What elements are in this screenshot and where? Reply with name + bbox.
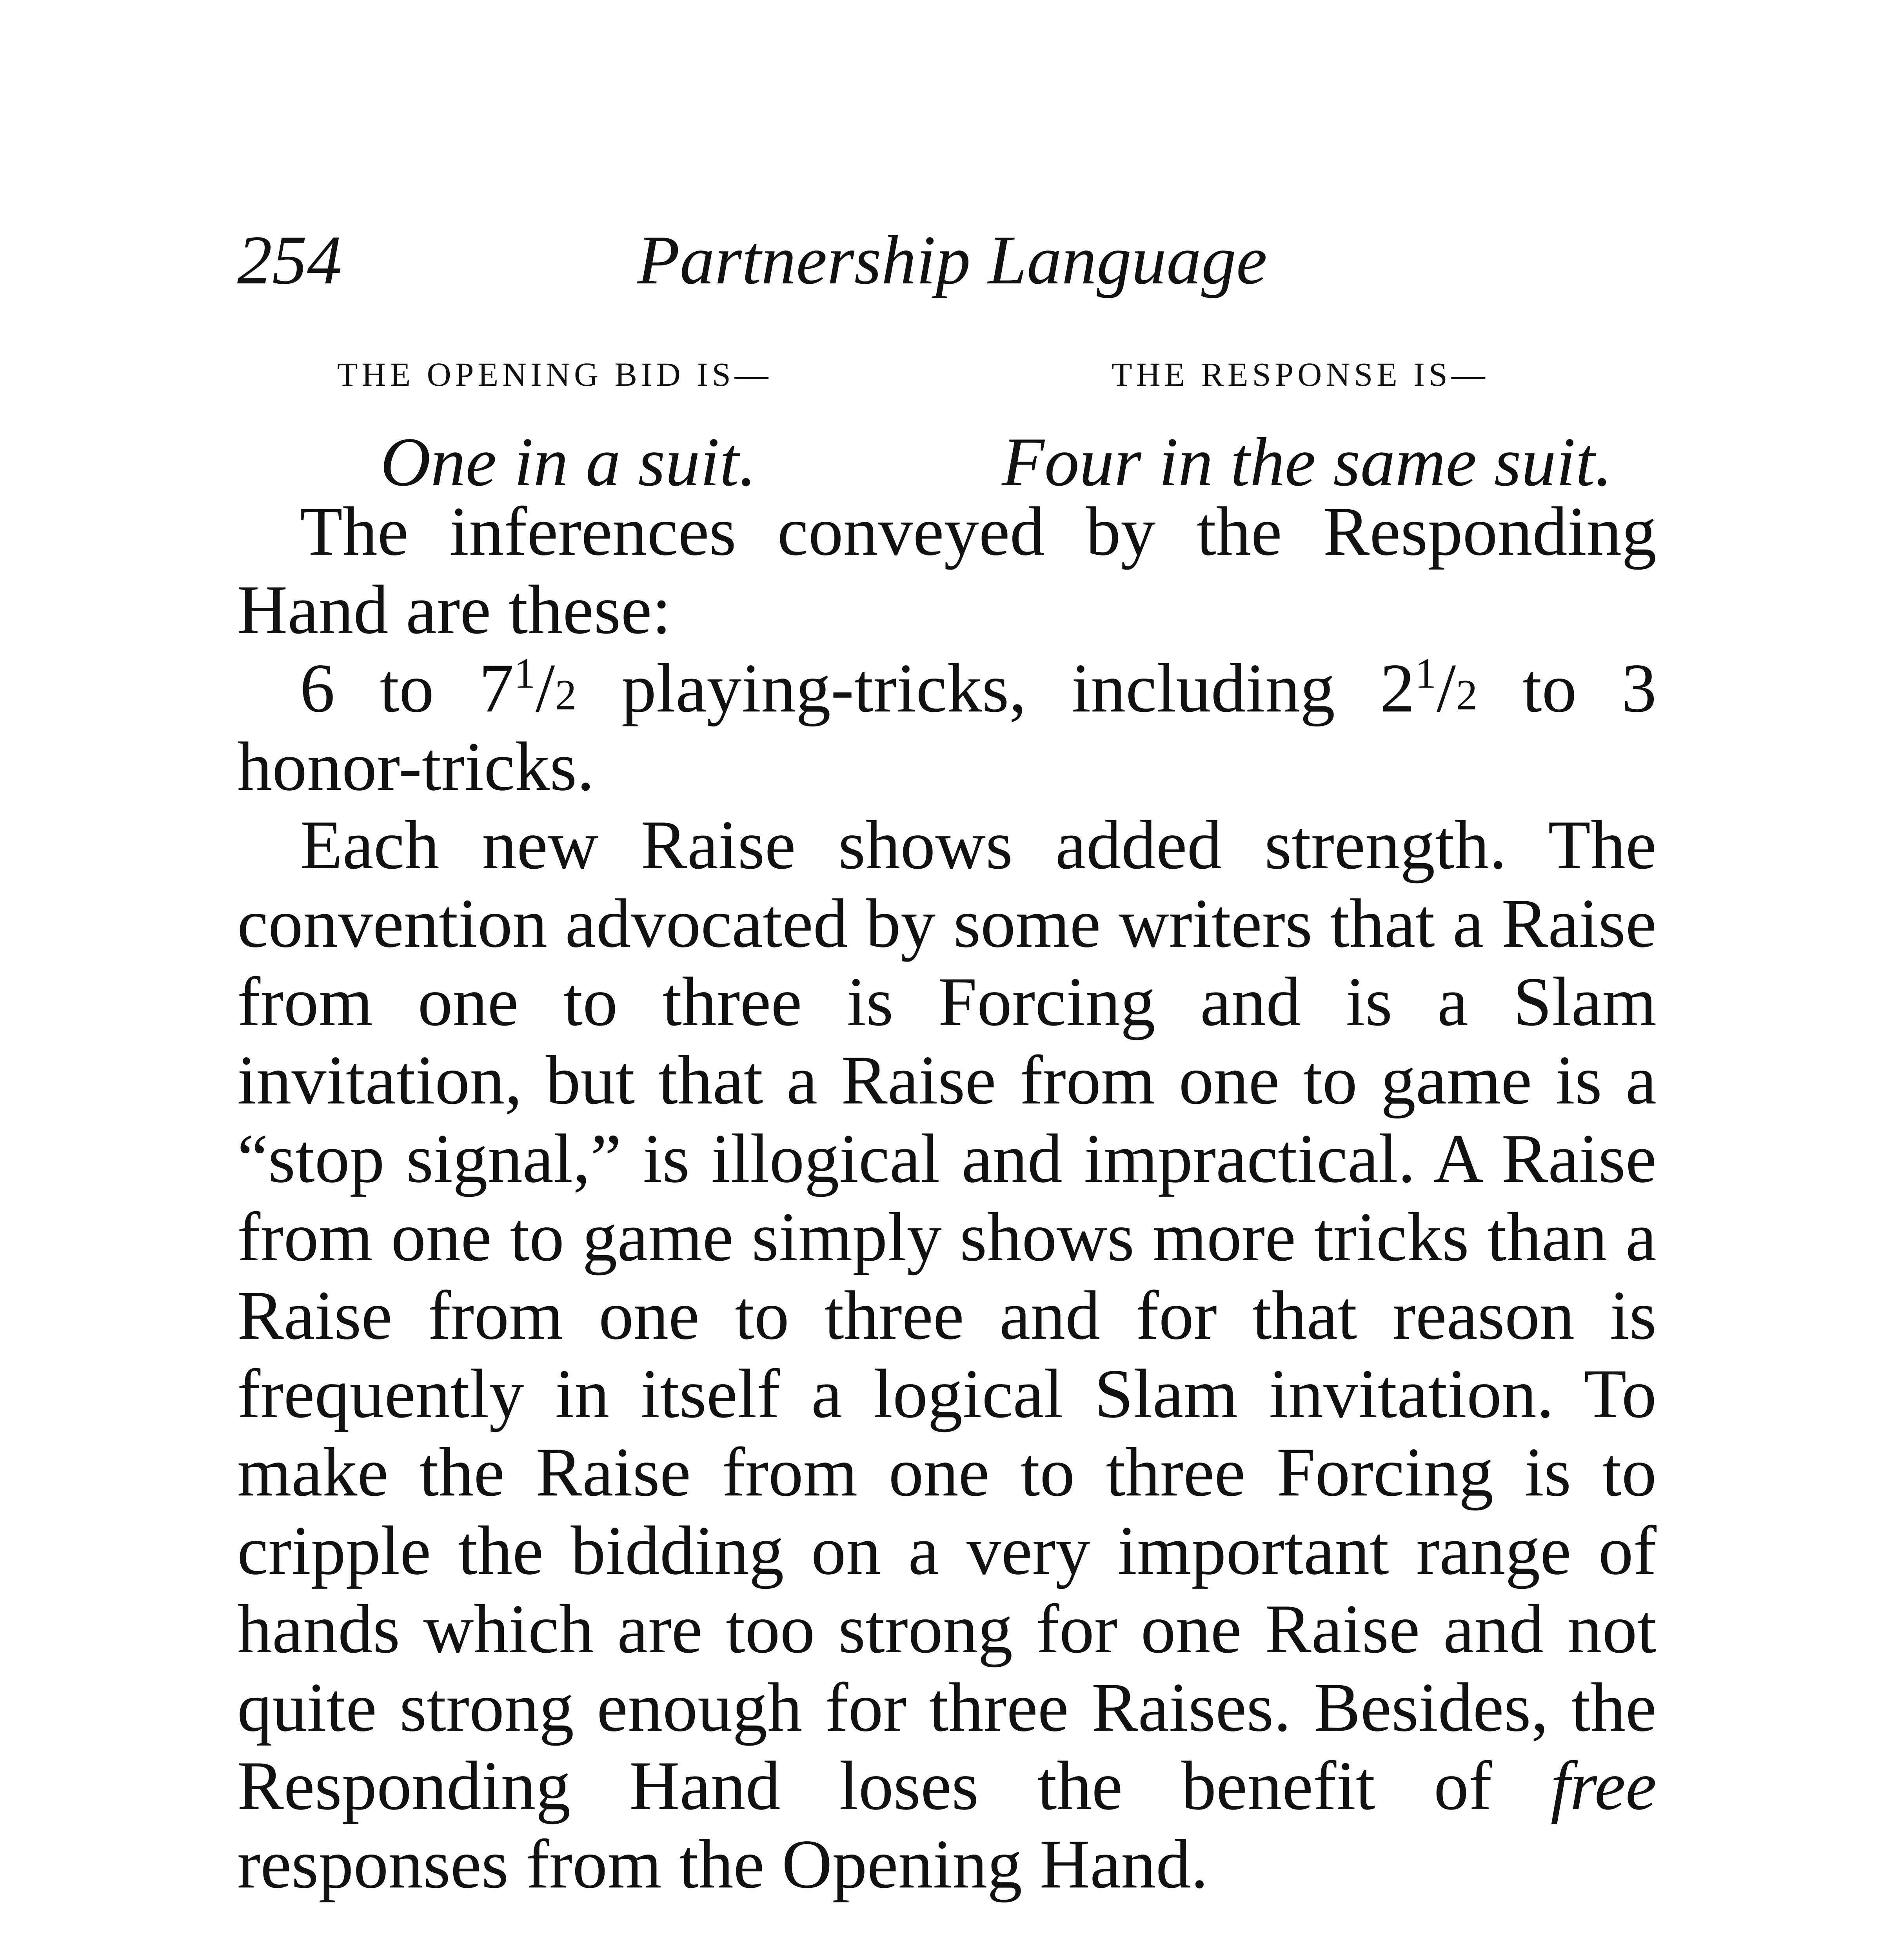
paragraph-tricks (237, 649, 1657, 806)
emphasis-free: free (1550, 1747, 1657, 1824)
response-label: THE RESPONSE IS— (1112, 356, 1489, 393)
opening-bid-value: One in a suit. (380, 423, 757, 501)
response-value: Four in the same suit. (1002, 423, 1613, 501)
text-fragment: playing-tricks, including 2 (576, 649, 1415, 727)
fraction-one-half: $^1/_2$ (1415, 649, 1478, 727)
text-fragment: to 3 honor-tricks. (237, 649, 1657, 805)
page-number: 254 (237, 221, 342, 299)
text-fragment: 6 to 7 (300, 649, 514, 727)
running-title: Partnership Language (637, 221, 1267, 299)
text-fragment: Each new Raise shows added strength. The convention advocated by some writers that a Raise from one to three is Forcing and is a Slam invitation, but that a Raise from one to game is a “stop signal,” is illogical and impractical. A Raise from one to game simply shows more tricks than a Raise from one to three and for that reason is frequently in itself a logical Slam invitation. To make the Raise from one to three Forcing is to cripple the bidding on a very important range of hands which are too strong for one Raise and not quite strong enough for three Raises. Besides, the Responding Hand loses the benefit of (237, 806, 1657, 1824)
body-text (237, 492, 1657, 1903)
text-fragment: responses from the Opening Hand. (237, 1825, 1208, 1903)
fraction-one-half: $^1/_2$ (514, 649, 577, 727)
paragraph-inferences: The inferences conveyed by the Responding Hand are these: (237, 492, 1657, 648)
opening-bid-label: THE OPENING BID IS— (337, 356, 772, 393)
paragraph-raise (237, 806, 1657, 1903)
